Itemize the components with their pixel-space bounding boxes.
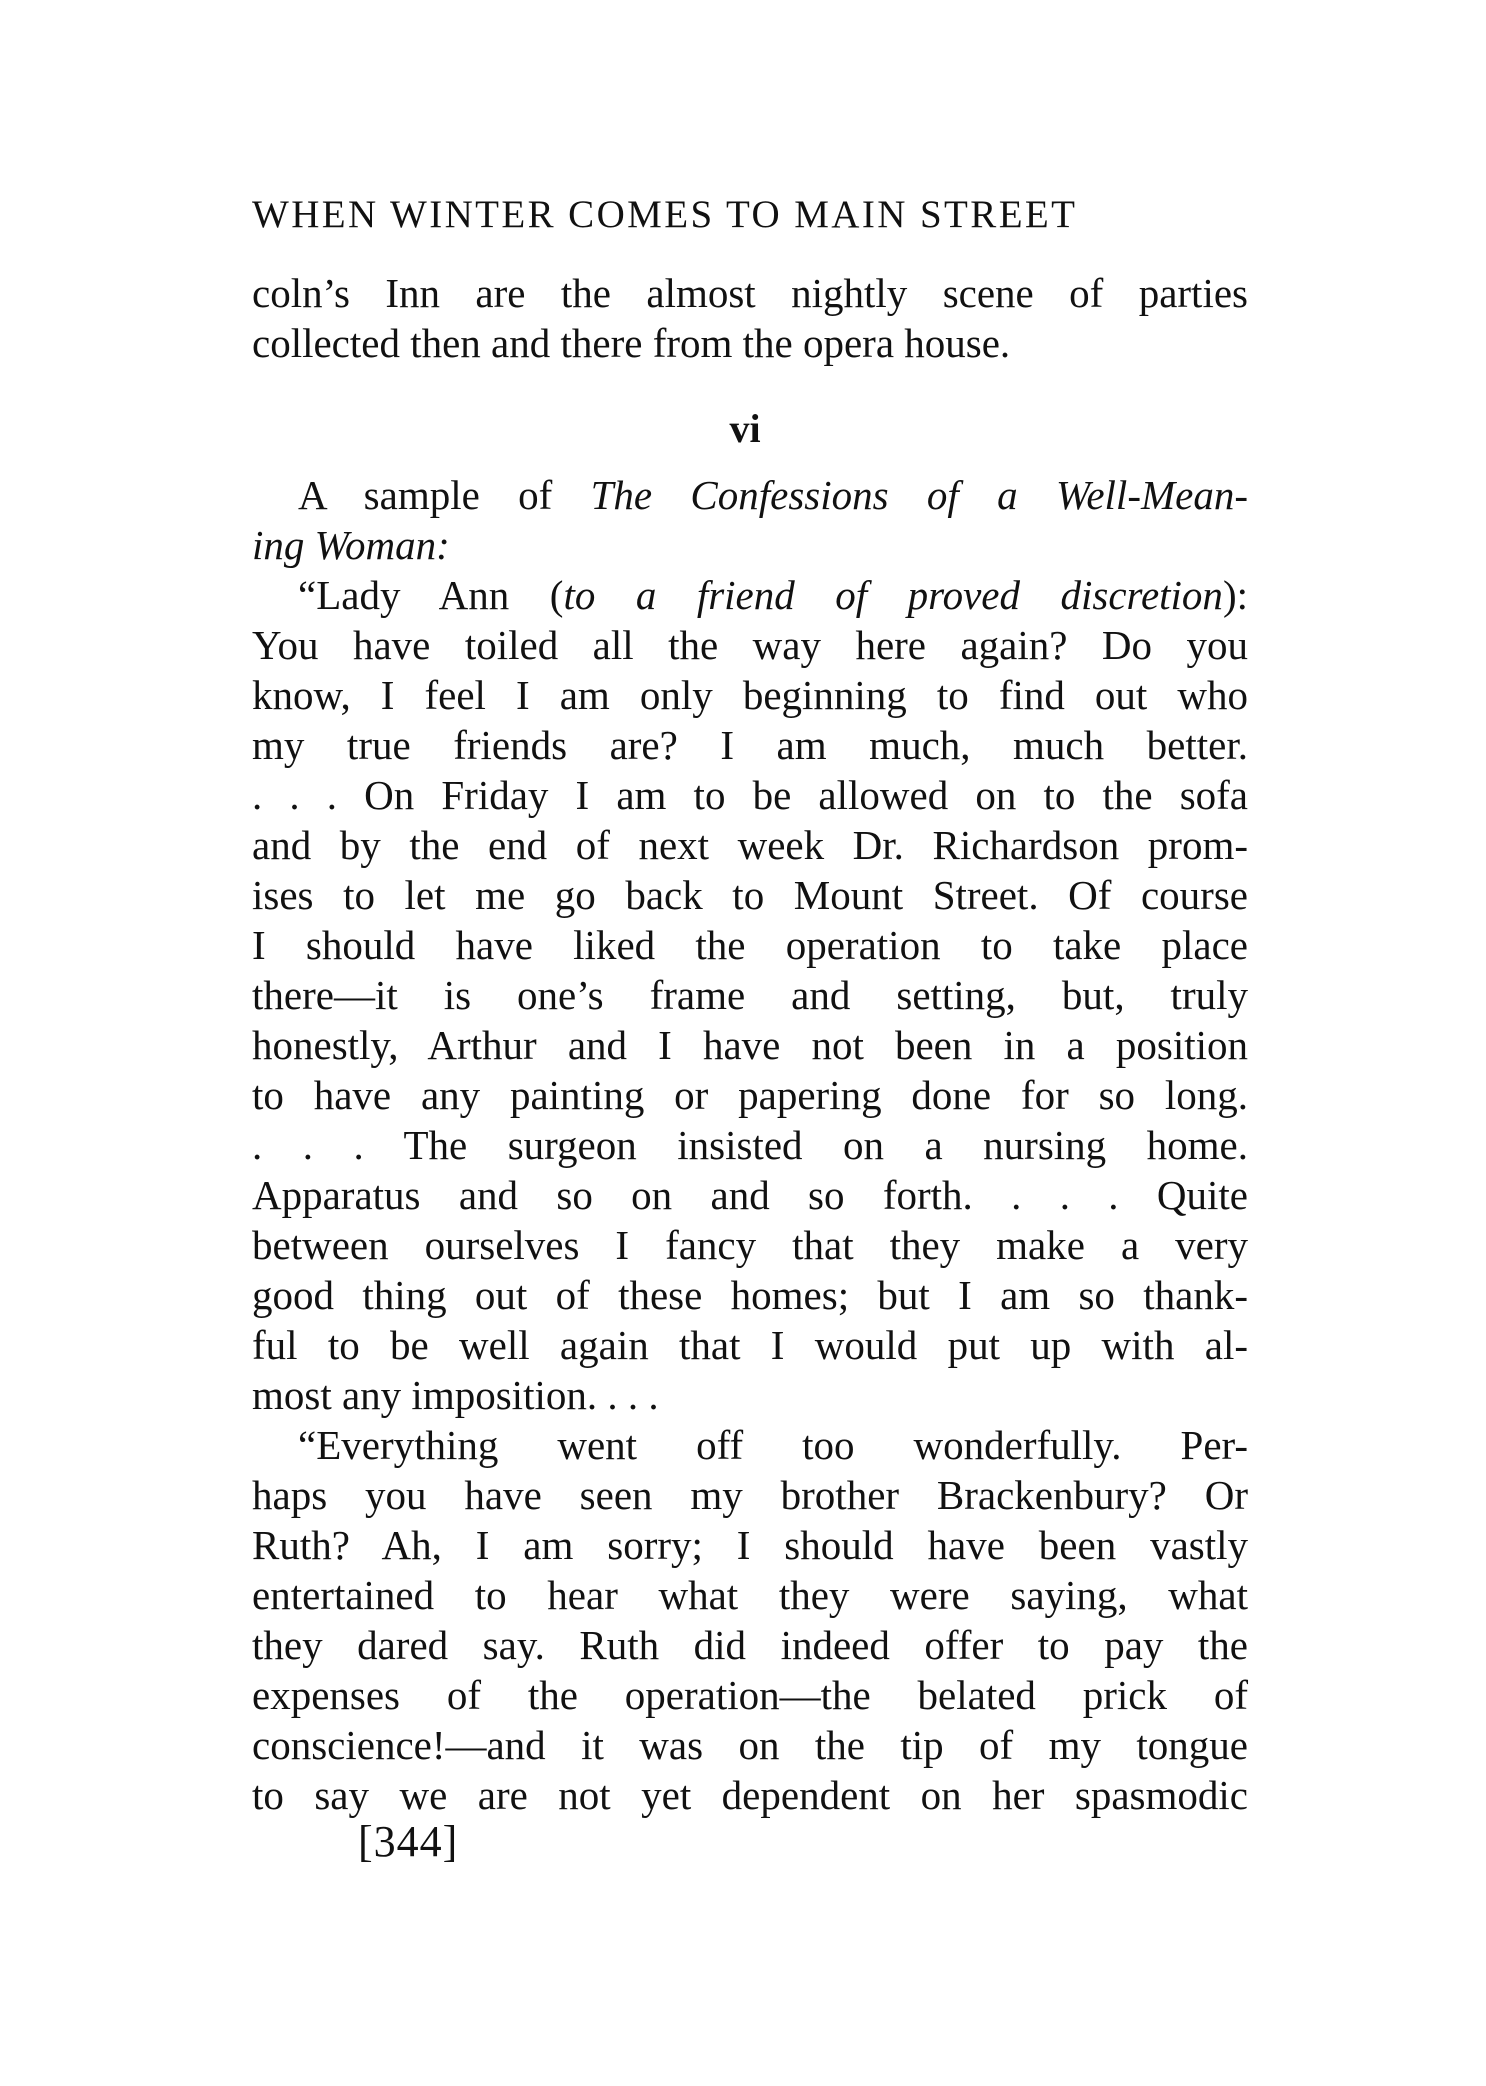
- text-line: to say we are not yet dependent on her spasmodic: [252, 1772, 1248, 1818]
- text-run: A sample of: [298, 472, 591, 518]
- text-line: ises to let me go back to Mount Street. Of course: [252, 872, 1248, 918]
- text-run: ):: [1222, 572, 1248, 618]
- page-number: [344]: [358, 1817, 459, 1866]
- text-line: [252, 520, 1248, 570]
- stage-direction-italic: to a friend of proved discretion: [563, 572, 1223, 618]
- text-line: expenses of the operation—the belated prick of: [252, 1672, 1248, 1718]
- text-run: “Lady Ann (: [298, 572, 564, 618]
- text-line: [298, 470, 1248, 520]
- text-line: [298, 570, 1248, 620]
- running-head: WHEN WINTER COMES TO MAIN STREET: [252, 193, 1078, 236]
- text-line: . . . The surgeon insisted on a nursing home.: [252, 1122, 1248, 1168]
- text-line: haps you have seen my brother Brackenbury? Or: [252, 1472, 1248, 1518]
- text-line: to have any painting or papering done for so long.: [252, 1072, 1248, 1118]
- text-line: “Everything went off too wonderfully. Per-: [298, 1422, 1248, 1468]
- text-line: Ruth? Ah, I am sorry; I should have been vastly: [252, 1522, 1248, 1568]
- text-line: most any imposition. . . .: [252, 1372, 659, 1418]
- text-line: . . . On Friday I am to be allowed on to the sofa: [252, 772, 1248, 818]
- book-title-italic: The Confessions of a Well-Mean-: [590, 472, 1248, 518]
- book-title-italic: ing Woman:: [252, 522, 450, 568]
- text-line: coln’s Inn are the almost nightly scene of parties: [252, 270, 1248, 316]
- text-line: conscience!—and it was on the tip of my tongue: [252, 1722, 1248, 1768]
- text-line: ful to be well again that I would put up with al-: [252, 1322, 1248, 1368]
- text-line: my true friends are? I am much, much better.: [252, 722, 1248, 768]
- text-line: good thing out of these homes; but I am so thank-: [252, 1272, 1248, 1318]
- text-line: know, I feel I am only beginning to find out who: [252, 672, 1248, 718]
- text-line: I should have liked the operation to take place: [252, 922, 1248, 968]
- text-line: entertained to hear what they were saying, what: [252, 1572, 1248, 1618]
- text-line: collected then and there from the opera house.: [252, 320, 1011, 366]
- text-line: and by the end of next week Dr. Richardson prom-: [252, 822, 1248, 868]
- text-line: Apparatus and so on and so forth. . . . Quite: [252, 1172, 1248, 1218]
- text-line: You have toiled all the way here again? Do you: [252, 622, 1248, 668]
- text-line: honestly, Arthur and I have not been in a position: [252, 1022, 1248, 1068]
- text-line: there—it is one’s frame and setting, but, truly: [252, 972, 1248, 1018]
- text-line: they dared say. Ruth did indeed offer to pay the: [252, 1622, 1248, 1668]
- text-line: between ourselves I fancy that they make a very: [252, 1222, 1248, 1268]
- section-number: vi: [729, 406, 761, 451]
